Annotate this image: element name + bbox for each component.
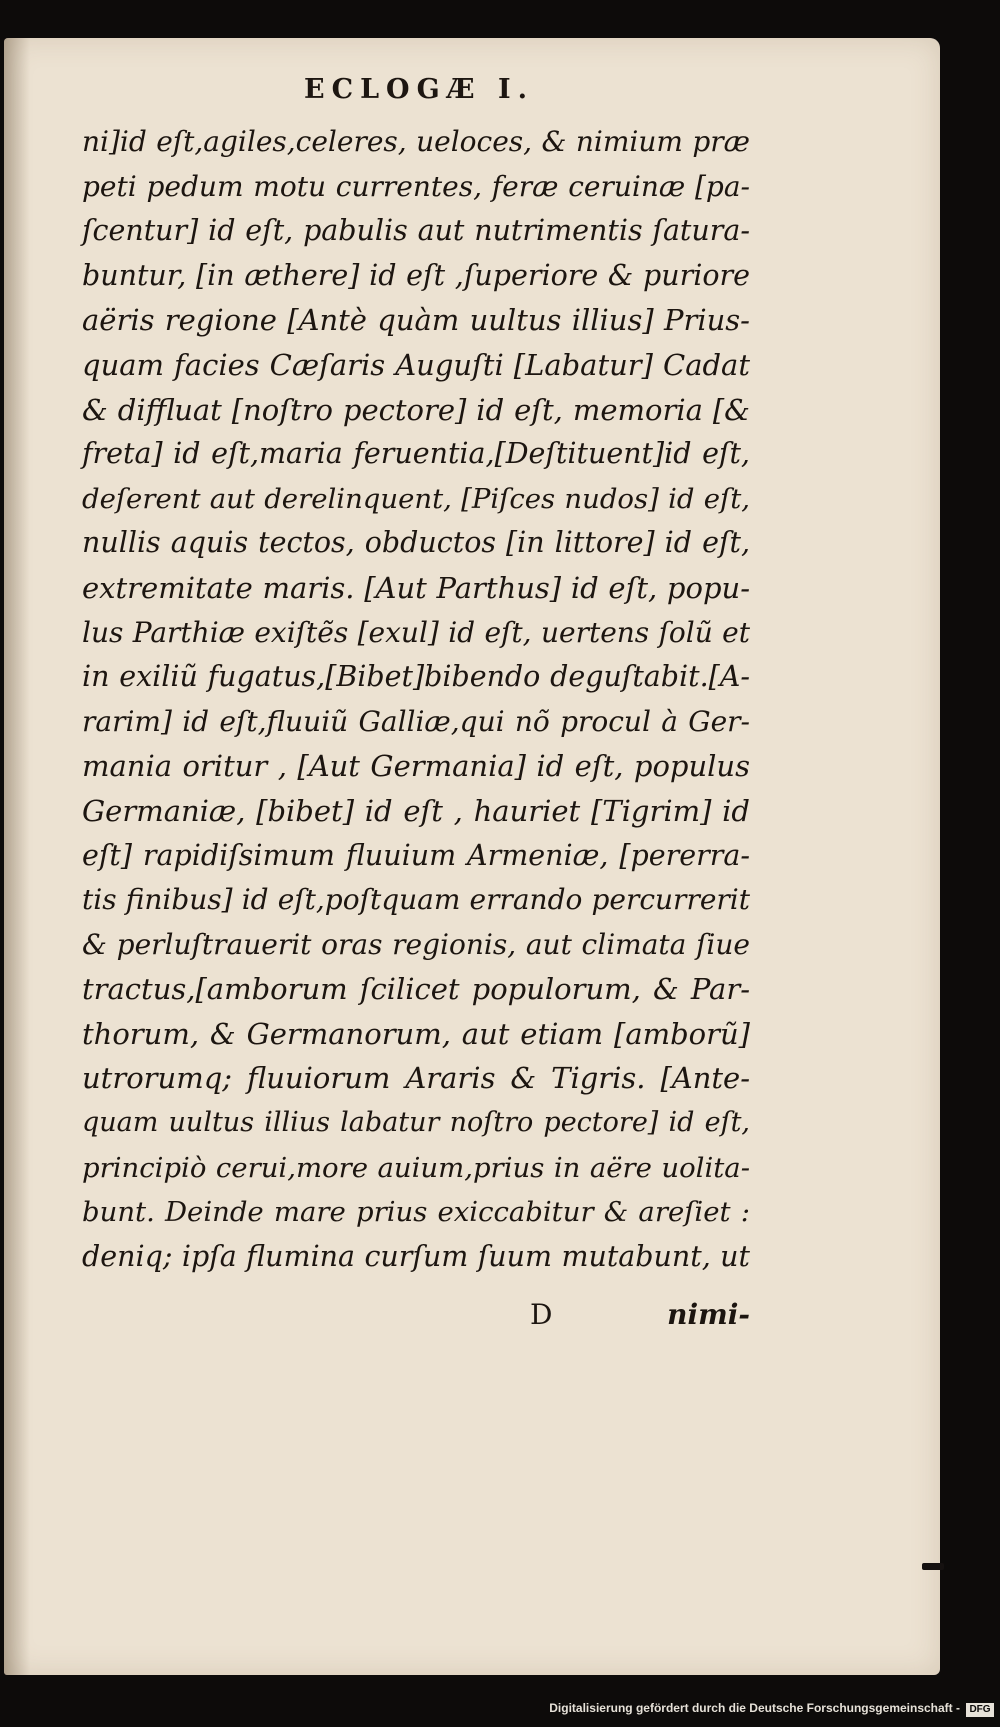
page-edge-marker <box>922 1563 944 1570</box>
signature-mark: D <box>530 1298 553 1331</box>
text-line: tractus,[amborum ſcilicet populorum, & Par- <box>82 972 750 1007</box>
text-line: in exiliũ fugatus,[Bibet]bibendo deguſtabit.[A- <box>82 660 750 694</box>
text-line: freta] id eſt,maria feruentia,[Deſtituent]id eſt, <box>82 437 750 471</box>
text-line: ni]id eſt,agiles,celeres, ueloces, & nimium præ <box>82 125 750 158</box>
text-line: ſcentur] id eſt, pabulis aut nutrimentis ſatura- <box>82 214 750 248</box>
text-line: & diffluat [noſtro pectore] id eſt, memoria [& <box>82 392 750 427</box>
text-line: quam facies Cæſaris Auguſti [Labatur] Cadat <box>82 347 750 382</box>
text-line: utrorumq; fluuiorum Araris & Tigris. [Ante- <box>82 1061 750 1096</box>
text-line: lus Parthiæ exiſtẽs [exul] id eſt, uertens ſolũ et <box>82 615 750 649</box>
dfg-logo: DFG <box>966 1703 994 1717</box>
text-line: eſt] rapidiſsimum fluuium Armeniæ, [pererra- <box>82 838 750 872</box>
text-line: & perluſtrauerit oras regionis, aut climata ſiue <box>82 927 750 961</box>
text-line: peti pedum motu currentes, feræ ceruinæ [pa- <box>82 169 750 203</box>
text-line: nullis aquis tectos, obductos [in littore] id eſt, <box>82 526 750 560</box>
text-line: tis finibus] id eſt,poſtquam errando percurrerit <box>82 883 750 917</box>
text-line: principiò cerui,more auium,prius in aëre uolita- <box>82 1151 750 1184</box>
catchword: nimi- <box>667 1298 750 1331</box>
body-text <box>82 120 750 1279</box>
text-line: mania oritur , [Aut Germania] id eſt, populus <box>82 749 750 784</box>
text-line: quam uultus illius labatur noſtro pectore] id eſt, <box>82 1107 750 1139</box>
text-line: deniq; ipſa flumina curſum ſuum mutabunt, ut <box>82 1239 750 1273</box>
text-line: extremitate maris. [Aut Parthus] id eſt, popu- <box>82 570 750 605</box>
text-line: Germaniæ, [bibet] id eſt , hauriet [Tigrim] id <box>82 793 750 828</box>
text-line: buntur, [in æthere] id eſt ,ſuperiore & puriore <box>82 258 750 292</box>
text-line: thorum, & Germanorum, aut etiam [amborũ] <box>82 1016 750 1051</box>
footer-bar <box>0 1691 1000 1727</box>
text-line: deſerent aut derelinquent, [Piſces nudos] id eſt, <box>82 482 750 515</box>
running-head: ECLOGÆ I. <box>304 74 534 105</box>
text-line: rarim] id eſt,fluuiũ Galliæ,qui nõ procul à Ger- <box>82 704 750 738</box>
text-line: bunt. Deinde mare prius exiccabitur & areſiet : <box>82 1196 750 1229</box>
catchline <box>82 1298 750 1342</box>
funding-credit: Digitalisierung gefördert durch die Deutsche Forschungsgemeinschaft - <box>549 1701 960 1715</box>
book-page <box>4 38 940 1675</box>
text-line: aëris regione [Antè quàm uultus illius] Prius- <box>82 303 750 338</box>
